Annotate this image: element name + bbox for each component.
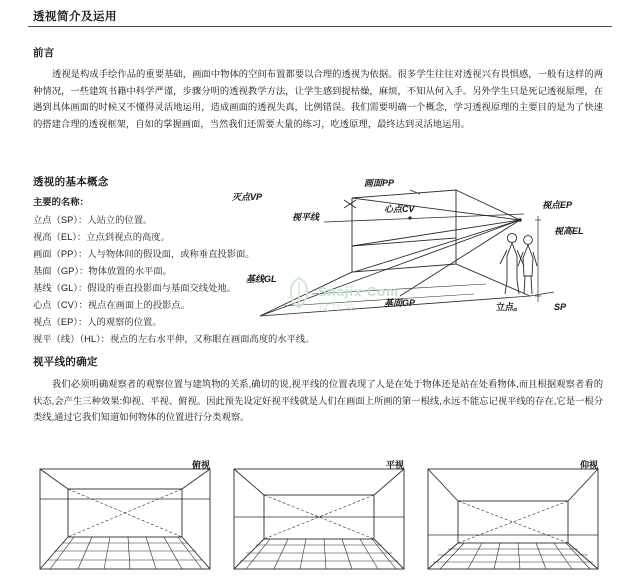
label-eye-height: 视高EL: [554, 226, 584, 236]
term-ground-plane: 基面（GP）：物体放置的水平面。: [33, 266, 172, 276]
label-ground-line: 基线GL: [246, 274, 277, 284]
section-heading-basic-concepts: 透视的基本概念: [33, 176, 109, 188]
title-divider: [28, 26, 612, 27]
illustration-eye-level-view: [228, 455, 410, 575]
bottom-illustration-row: [28, 455, 612, 580]
watermark-brand-cn: 设计装: [318, 301, 357, 313]
page-title: 透视简介及运用: [33, 11, 117, 23]
illustration-label-top-view: 俯视: [191, 460, 210, 470]
term-standing-point: 立点（SP）：人站立的位置。: [33, 215, 153, 225]
label-ground-plane: 基面GP: [384, 298, 416, 308]
label-center-of-vision: 心点CV: [384, 204, 415, 214]
label-sp: SP: [554, 302, 567, 312]
term-horizon-line: 视平（线）（HL）：视点的左右水平伸，又称眼在画面高度的水平线。: [33, 334, 315, 344]
top-view-svg: [34, 455, 216, 575]
paragraph-preface: 透视是构成手绘作品的重要基础，画面中物体的空间布置都要以合理的透视为依据。很多学生往往对透视兴有畏惧感，一般有这样的两种情况，一些建筑书籍中科学严谨，步骤分明的透视教学方法，让学生感到提枯燥，麻烦，不知从何入手。另外学生只是死记透视原理，在遇到具体画面的时候又不懂得灵活地运用，造成画面的透视失真，比例错误。我们需要明确一个概念，学习透视原理的主要目的是为了快速的搭建合理的透视框架，自如的掌握画面，当然我们还需要大量的练习，吃透原理，最终达到灵活地运用。: [33, 69, 603, 129]
label-horizon-line: 视平线: [292, 212, 320, 222]
label-standing-point: 立点。: [496, 302, 524, 312]
section-heading-horizon: 视平线的确定: [33, 356, 98, 368]
label-picture-plane: 画面PP: [364, 178, 395, 188]
label-vanishing-point: 灭点VP: [232, 192, 263, 202]
perspective-diagram: [224, 176, 616, 346]
illustration-label-worm-view: 仰视: [579, 460, 598, 470]
section-heading-preface: 前言: [33, 47, 55, 59]
term-picture-plane: 画面（PP）：人与物体间的假设面，或称垂直投影面。: [33, 249, 255, 259]
worm-view-svg: [422, 455, 604, 575]
illustration-worm-view: [422, 455, 604, 575]
terms-label: 主要的名称：: [33, 197, 89, 207]
term-center-of-vision: 心点（CV）：视点在画面上的投影点。: [33, 300, 191, 310]
illustration-label-eye-level-view: 平视: [385, 460, 404, 470]
eye-level-view-svg: [228, 455, 410, 575]
illustration-top-view: [34, 455, 216, 575]
paragraph-horizon: 我们必须明确观察者的观察位置与建筑物的关系,确切的说,视平线的位置表现了人是在处于物体还是站在处看物体,而且根据观察者看的状态,会产生三种效果:仰视、平视、俯视。因此预先设定好视平线就是人们在画面上所画的第一根线,永远不能忘记视平线的存在,它是一根分类线,通过它我们知道如何物体的位置进行分类观察。: [33, 379, 603, 422]
term-eye-height: 视高（EL）：立点到视点的高度。: [33, 232, 170, 242]
term-ground-line: 基线（GL）：假设的垂直投影面与基面交线处地。: [33, 283, 236, 293]
label-eye-point: 视点EP: [542, 200, 573, 210]
watermark-brand: Snajix Com: [318, 284, 399, 299]
term-eye-point: 视点（EP）：人的观察的位置。: [33, 317, 162, 327]
